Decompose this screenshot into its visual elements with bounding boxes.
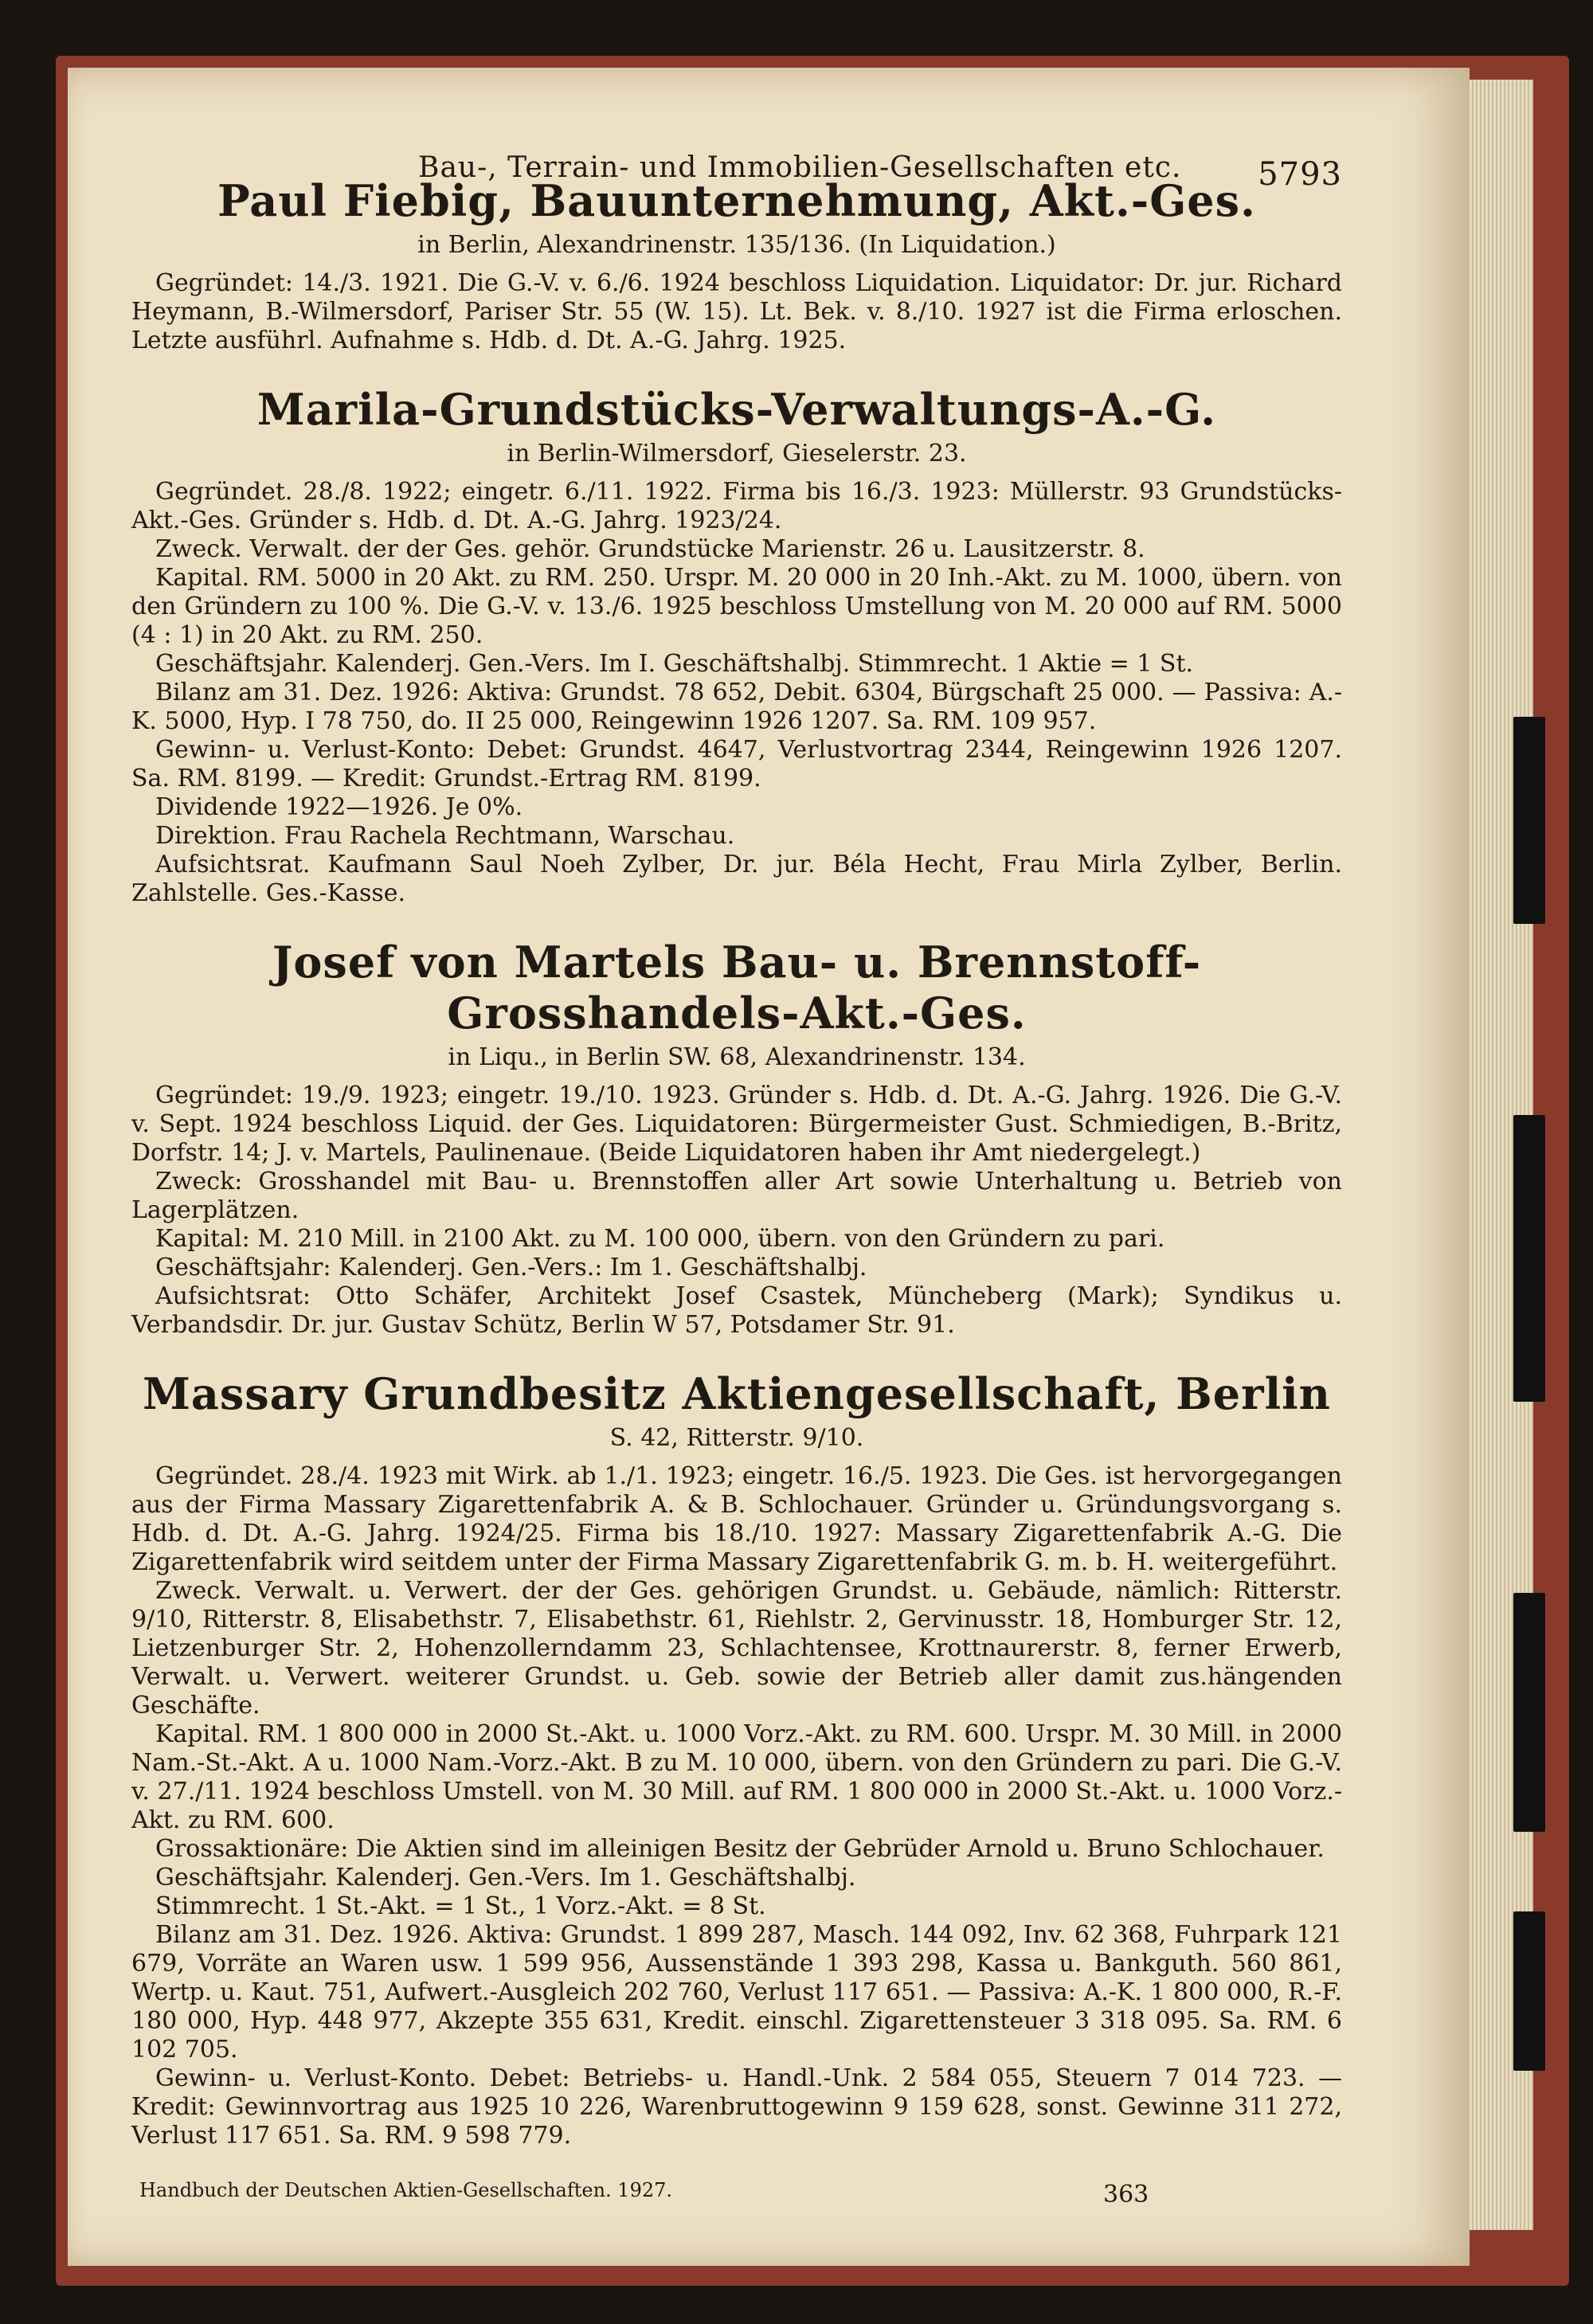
company-entry [131, 384, 1342, 908]
company-location: S. 42, Ritterstr. 9/10. [609, 1424, 864, 1452]
thumb-index-tab [1513, 1911, 1545, 2071]
entry-paragraph: Gegründet. 28./4. 1923 mit Wirk. ab 1./1. 1923; eingetr. 16./5. 1923. Die Ges. ist hervorgegangen aus der Firma Massary Zigarettenfabrik A. & B. Schlochauer. Gründer u. Gründungsvorgang s. Hdb. d. Dt. A.-G. Jahrg. 1924/25. Firma bis 18./10. 1927: Massary Zigarettenfabrik A.-G. Die Zigarettenfabrik wird seitdem unter der Firma Massary Zigarettenfabrik G. m. b. H. weitergeführt. [131, 1462, 1342, 1576]
company-name: Josef von Martels Bau- u. Brennstoff-Grosshandels-Akt.-Ges. [272, 937, 1202, 1039]
entry-paragraph: Gegründet. 28./8. 1922; eingetr. 6./11. 1922. Firma bis 16./3. 1923: Müllerstr. 93 Grundstücks-Akt.-Ges. Gründer s. Hdb. d. Dt. A.-G. Jahrg. 1923/24. [131, 478, 1342, 534]
entry-paragraph: Gewinn- u. Verlust-Konto: Debet: Grundst. 4647, Verlustvortrag 2344, Reingewinn 1926 1207. Sa. RM. 8199. — Kredit: Grundst.-Ertrag RM. 8199. [131, 736, 1342, 792]
entry-paragraph: Bilanz am 31. Dez. 1926. Aktiva: Grundst. 1 899 287, Masch. 144 092, Inv. 62 368, Fuhrpark 121 679, Vorräte an Waren usw. 1 599 956, Aussenstände 1 393 298, Kassa u. Bankguth. 560 861, Wertp. u. Kaut. 751, Aufwert.-Ausgleich 202 760, Verlust 117 651. — Passiva: A.-K. 1 800 000, R.-F. 180 000, Hyp. 448 977, Akzepte 355 631, Kredit. einschl. Zigarettensteuer 3 318 095. Sa. RM. 6 102 705. [131, 1921, 1342, 2064]
company-location: in Berlin, Alexandrinenstr. 135/136. (In Liquidation.) [417, 231, 1056, 259]
footer-signature: 363 [1103, 2181, 1149, 2209]
company-location: in Liqu., in Berlin SW. 68, Alexandrinenstr. 134. [448, 1043, 1026, 1071]
entry-paragraph: Aufsichtsrat: Otto Schäfer, Architekt Josef Csastek, Müncheberg (Mark); Syndikus u. Verbandsdir. Dr. jur. Gustav Schütz, Berlin W 57, Potsdamer Str. 91. [131, 1282, 1342, 1339]
entry-paragraph: Zweck. Verwalt. u. Verwert. der der Ges. gehörigen Grundst. u. Gebäude, nämlich: Ritterstr. 9/10, Ritterstr. 8, Elisabethstr. 7, Elisabethstr. 61, Riehlstr. 2, Gervinusstr. 18, Homburger Str. 12, Lietzenburger Str. 2, Hohenzollerndamm 23, Schlachtensee, Krottnaurerstr. 8, ferner Erwerb, Verwalt. u. Verwert. weiterer Grundst. u. Geb. sowie der Betrieb aller damit zus.hängenden Geschäfte. [131, 1577, 1342, 1720]
entry-paragraph: Gegründet: 14./3. 1921. Die G.-V. v. 6./6. 1924 beschloss Liquidation. Liquidator: Dr. jur. Richard Heymann, B.-Wilmersdorf, Pariser Str. 55 (W. 15). Lt. Bek. v. 8./10. 1927 ist die Firma erloschen. Letzte ausführl. Aufnahme s. Hdb. d. Dt. A.-G. Jahrg. 1925. [131, 269, 1342, 354]
company-name: Paul Fiebig, Bauunternehmung, Akt.-Ges. [217, 175, 1256, 226]
page-number: 5793 [1258, 156, 1342, 193]
entry-paragraph: Gegründet: 19./9. 1923; eingetr. 19./10. 1923. Gründer s. Hdb. d. Dt. A.-G. Jahrg. 1926. Die G.-V. v. Sept. 1924 beschloss Liquid. der Ges. Liquidatoren: Bürgermeister Gust. Schmiedigen, B.-Britz, Dorfstr. 14; J. v. Martels, Paulinenaue. (Beide Liquidatoren haben ihr Amt niedergelegt.) [131, 1082, 1342, 1167]
company-name: Marila-Grundstücks-Verwaltungs-A.-G. [256, 384, 1217, 435]
entry-paragraph: Geschäftsjahr: Kalenderj. Gen.-Vers.: Im 1. Geschäftshalbj. [155, 1254, 867, 1281]
company-entry [131, 175, 1342, 355]
entry-paragraph: Direktion. Frau Rachela Rechtmann, Warschau. [155, 822, 735, 850]
thumb-index-tab [1513, 1115, 1545, 1402]
entry-paragraph: Geschäftsjahr. Kalenderj. Gen.-Vers. Im 1. Geschäftshalbj. [155, 1864, 856, 1892]
entry-paragraph: Zweck: Grosshandel mit Bau- u. Brennstoffen aller Art sowie Unterhaltung u. Betrieb von Lagerplätzen. [131, 1168, 1342, 1224]
thumb-index-tab [1513, 717, 1545, 924]
entry-paragraph: Bilanz am 31. Dez. 1926: Aktiva: Grundst. 78 652, Debit. 6304, Bürgschaft 25 000. — Passiva: A.-K. 5000, Hyp. I 78 750, do. II 25 000, Reingewinn 1926 1207. Sa. RM. 109 957. [131, 679, 1342, 735]
entry-paragraph: Zweck. Verwalt. der der Ges. gehör. Grundstücke Marienstr. 26 u. Lausitzerstr. 8. [155, 535, 1145, 563]
entry-paragraph: Stimmrecht. 1 St.-Akt. = 1 St., 1 Vorz.-Akt. = 8 St. [155, 1892, 766, 1920]
company-entry [131, 1368, 1342, 2150]
company-location: in Berlin-Wilmersdorf, Gieselerstr. 23. [507, 440, 967, 468]
entry-paragraph: Aufsichtsrat. Kaufmann Saul Noeh Zylber, Dr. jur. Béla Hecht, Frau Mirla Zylber, Berlin. Zahlstelle. Ges.-Kasse. [131, 851, 1342, 907]
entry-paragraph: Geschäftsjahr. Kalenderj. Gen.-Vers. Im I. Geschäftshalbj. Stimmrecht. 1 Aktie = 1 St. [155, 650, 1194, 678]
running-head-title: Bau-, Terrain- und Immobilien-Gesellschaften etc. [418, 151, 1182, 184]
page-content [131, 119, 1342, 2211]
entry-paragraph: Grossaktionäre: Die Aktien sind im alleinigen Besitz der Gebrüder Arnold u. Bruno Schlochauer. [155, 1835, 1325, 1863]
company-entry [131, 937, 1342, 1340]
entry-paragraph: Kapital: M. 210 Mill. in 2100 Akt. zu M. 100 000, übern. von den Gründern zu pari. [155, 1225, 1165, 1253]
thumb-index-tab [1513, 1593, 1545, 1832]
running-head [131, 119, 1342, 193]
entry-paragraph: Kapital. RM. 1 800 000 in 2000 St.-Akt. u. 1000 Vorz.-Akt. zu RM. 600. Urspr. M. 30 Mill. in 2000 Nam.-St.-Akt. A u. 1000 Nam.-Vorz.-Akt. B zu M. 10 000, übern. von den Gründern zu pari. Die G.-V. v. 27./11. 1924 beschloss Umstell. von M. 30 Mill. auf RM. 1 800 000 in 2000 St.-Akt. u. 1000 Vorz.-Akt. zu RM. 600. [131, 1720, 1342, 1834]
entry-paragraph: Dividende 1922—1926. Je 0%. [155, 793, 523, 821]
page-footer [131, 2179, 1342, 2211]
entry-paragraph: Gewinn- u. Verlust-Konto. Debet: Betriebs- u. Handl.-Unk. 2 584 055, Steuern 7 014 723. — Kredit: Gewinnvortrag aus 1925 10 226, Warenbruttogewinn 9 159 628, sonst. Gewinne 311 272, Verlust 117 651. Sa. RM. 9 598 779. [131, 2064, 1342, 2150]
footer-title: Handbuch der Deutschen Aktien-Gesellschaften. 1927. [139, 2179, 673, 2201]
entry-paragraph: Kapital. RM. 5000 in 20 Akt. zu RM. 250. Urspr. M. 20 000 in 20 Inh.-Akt. zu M. 1000, übern. von den Gründern zu 100 %. Die G.-V. v. 13./6. 1925 beschloss Umstellung von M. 20 000 auf RM. 5000 (4 : 1) in 20 Akt. zu RM. 250. [131, 564, 1342, 649]
company-name: Massary Grundbesitz Aktiengesellschaft, Berlin [143, 1368, 1331, 1419]
